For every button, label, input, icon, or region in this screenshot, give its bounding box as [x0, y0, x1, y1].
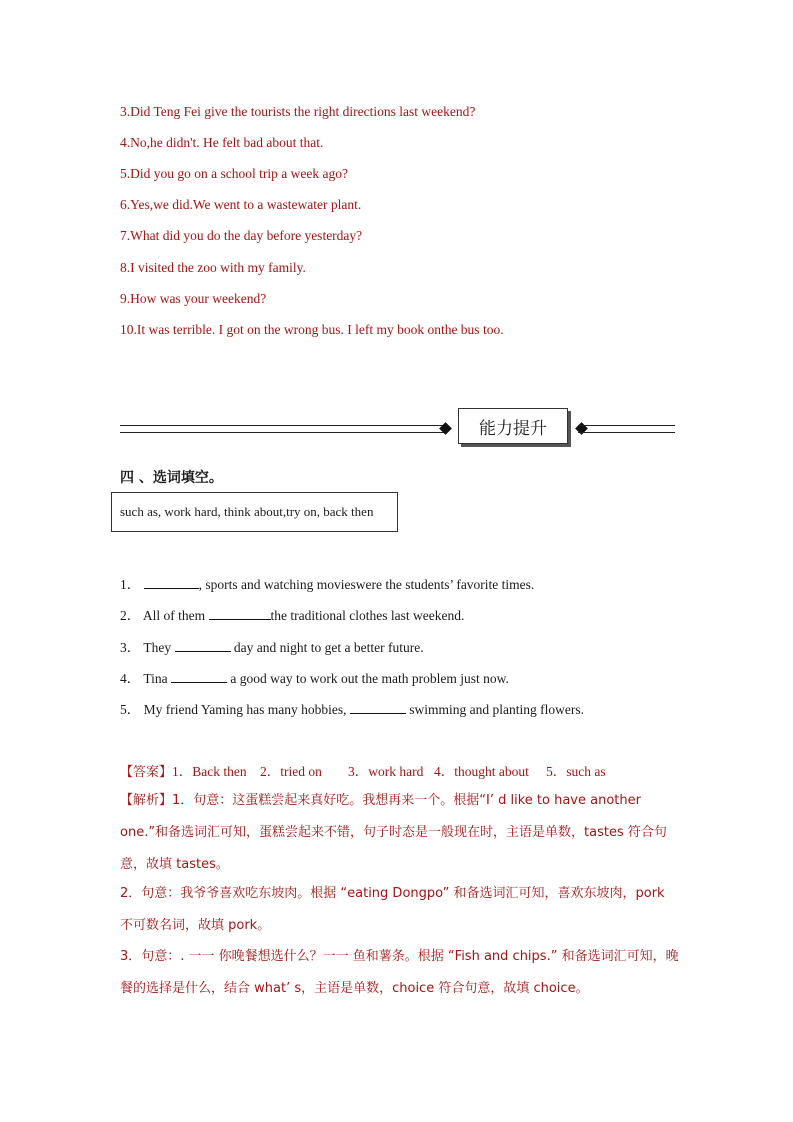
question-text-before: They — [143, 640, 172, 655]
qa-line-6: 6.Yes,we did.We went to a wastewater plant. — [120, 197, 362, 212]
answer-blank — [144, 576, 199, 589]
analysis-label: 【解析】 — [120, 793, 173, 808]
question-1 — [120, 573, 534, 593]
analysis-paragraph-2 — [120, 877, 680, 941]
question-number: 1． — [120, 577, 141, 592]
question-number: 5． — [120, 702, 141, 717]
question-text-after: a good way to work out the math problem just now. — [227, 671, 509, 686]
word-bank-box — [111, 492, 398, 532]
answer-item-3: 3．work hard — [348, 764, 424, 779]
question-number: 2． — [120, 608, 141, 623]
question-number: 3． — [120, 640, 141, 655]
banner-title: 能力提升 — [458, 408, 568, 444]
question-3 — [120, 636, 424, 656]
qa-line-7: 7.What did you do the day before yesterday? — [120, 228, 363, 243]
qa-line-4: 4.No,he didn't. He felt bad about that. — [120, 135, 324, 150]
qa-line-5: 5.Did you go on a school trip a week ago? — [120, 166, 348, 181]
analysis-text-2: 2．句意：我爷爷喜欢吃东坡肉。根据 “eating Dongpo” 和备选词汇可知，喜欢东坡肉，pork 不可数名词，故填 pork。 — [120, 886, 665, 933]
question-5 — [120, 698, 584, 718]
question-text-after: day and night to get a better future. — [230, 640, 424, 655]
question-2 — [120, 604, 464, 624]
analysis-text-3: 3．句意：. 一一 你晚餐想选什么？一一 鱼和薯条。根据 “Fish and chips.” 和备选词汇可知，晚餐的选择是什么，结合 what’ s，主语是单数，choice 符合句意，故填 choice。 — [120, 949, 679, 996]
qa-line-10: 10.It was terrible. I got on the wrong bus. I left my book onthe bus too. — [120, 322, 504, 337]
divider-rule-right — [578, 425, 675, 433]
question-text-before: Tina — [143, 671, 168, 686]
answer-label: 【答案】 — [120, 765, 173, 780]
question-4 — [120, 667, 509, 687]
word-bank-text: such as, work hard, think about,try on, back then — [120, 504, 374, 519]
question-text-after: the traditional clothes last weekend. — [270, 608, 465, 623]
answer-item-2: 2．tried on — [260, 764, 322, 779]
answer-blank — [209, 607, 271, 620]
qa-line-8: 8.I visited the zoo with my family. — [120, 260, 306, 275]
section-heading: 四 、选词填空。 — [120, 470, 223, 486]
section-divider — [120, 406, 675, 450]
analysis-paragraph-3 — [120, 940, 680, 1004]
qa-line-9: 9.How was your weekend? — [120, 291, 267, 306]
question-text-before: All of them — [142, 608, 206, 623]
answer-item-1: 1．Back then — [172, 764, 247, 779]
question-text-after: , sports and watching movieswere the students’ favorite times. — [198, 577, 535, 592]
answer-blank — [175, 639, 231, 652]
answer-blank — [350, 701, 406, 714]
question-text-after: swimming and planting flowers. — [405, 702, 584, 717]
answer-blank — [171, 670, 227, 683]
answer-item-4: 4．thought about — [434, 764, 529, 779]
qa-line-3: 3.Did Teng Fei give the tourists the right directions last weekend? — [120, 104, 476, 119]
analysis-text-1: 1．句意：这蛋糕尝起来真好吃。我想再来一个。根据“I’ d like to have another one.”和备选词汇可知，蛋糕尝起来不错，句子时态是一般现在时，主语是单数，tastes 符合句意，故填 tastes。 — [120, 793, 667, 872]
analysis-paragraph-1 — [120, 784, 680, 880]
answer-item-5: 5．such as — [546, 764, 606, 779]
divider-rule-left — [120, 425, 445, 433]
answer-line — [120, 760, 606, 780]
question-number: 4． — [120, 671, 141, 686]
question-text-before: My friend Yaming has many hobbies, — [143, 702, 347, 717]
